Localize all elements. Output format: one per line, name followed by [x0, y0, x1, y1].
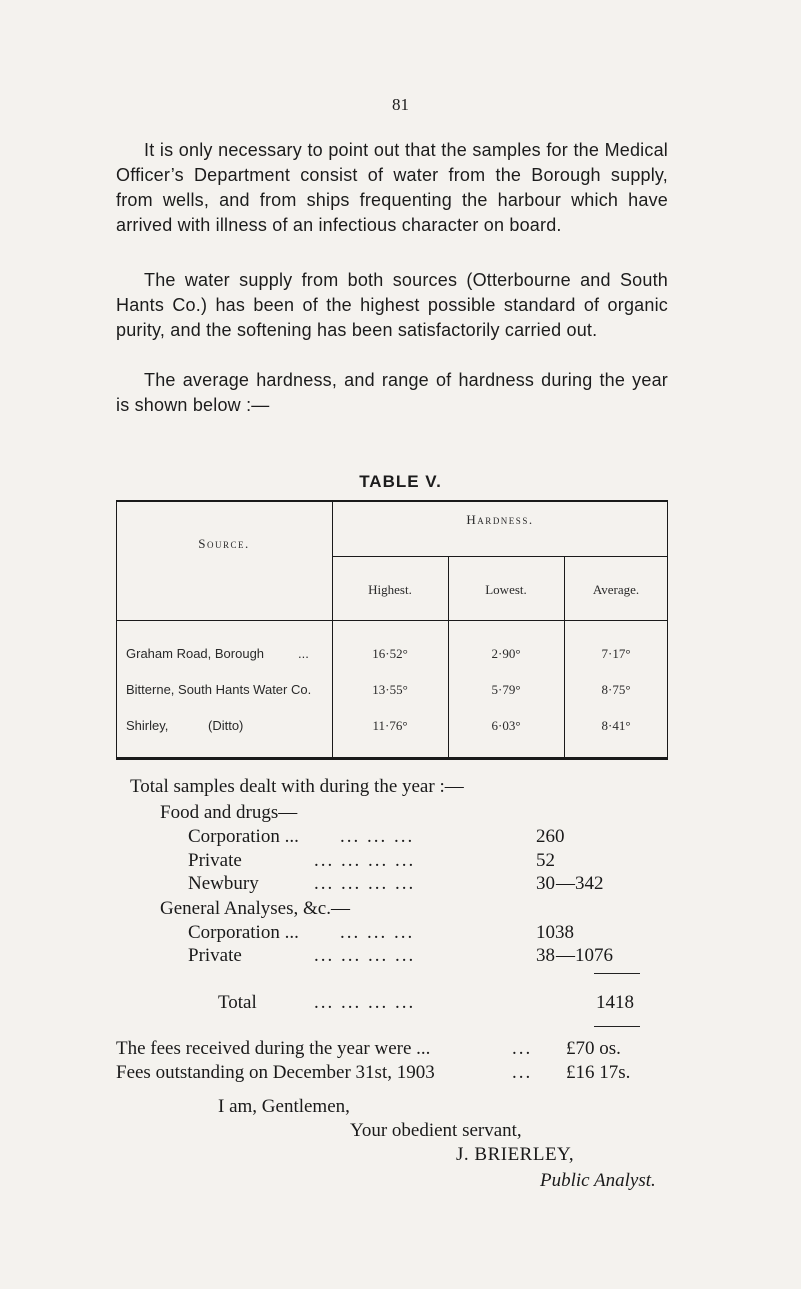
source-dots: ... — [298, 646, 309, 661]
page-number: 81 — [392, 95, 409, 114]
signatory-name: J. BRIERLEY, — [456, 1144, 575, 1165]
paragraph-water-supply: The water supply from both sources (Otterbourne and South Hants Co.) has been of the highest possible standard of organic purity, and the softening has been satisfactorily carried out. — [116, 270, 668, 340]
table-title: TABLE V. — [359, 472, 442, 491]
total-value: 1418 — [596, 992, 634, 1013]
source-header: Source. — [198, 536, 250, 551]
summary-label: Newbury — [188, 873, 259, 894]
fees-received-value: £70 os. — [566, 1038, 621, 1059]
total-rule — [594, 1026, 640, 1027]
food-heading: Food and drugs— — [160, 802, 298, 823]
table-row-source — [126, 646, 309, 661]
paragraph-hardness: The average hardness, and range of hardness during the year is shown below :— — [116, 370, 668, 415]
source-label: Shirley, — [126, 718, 169, 733]
fees-outstanding-dots: ... — [512, 1062, 533, 1083]
summary-value: 1038 — [536, 922, 574, 943]
table-row-highest: 13·55° — [372, 682, 408, 697]
table-hardness-subrule — [332, 556, 668, 557]
highest-header: Highest. — [368, 582, 412, 597]
closing: Your obedient servant, — [350, 1120, 522, 1141]
table-header-rule — [116, 620, 668, 621]
table-bottom-rule — [116, 757, 668, 760]
summary-value: 38 — [536, 945, 555, 966]
summary-subtotal: —342 — [556, 873, 604, 894]
summary-dots: ... ... ... ... — [314, 850, 416, 871]
fees-received-label: The fees received during the year were ... — [116, 1038, 431, 1059]
lowest-header: Lowest. — [485, 582, 527, 597]
average-header: Average. — [592, 582, 640, 597]
salutation: I am, Gentlemen, — [218, 1096, 350, 1117]
summary-label: Private — [188, 945, 242, 966]
summary-label: Corporation ... — [188, 922, 299, 943]
summary-dots: ... ... ... ... — [314, 873, 416, 894]
paragraph-samples: It is only necessary to point out that the samples for the Medical Officer’s Department consist of water from the Borough supply, from wells, and from ships frequenting the harbour which have arrived with illness of an infectious character on board. — [116, 140, 668, 235]
table-row-highest: 11·76° — [372, 718, 408, 733]
hardness-header: Hardness. — [466, 512, 534, 527]
general-heading: General Analyses, &c.— — [160, 898, 350, 919]
fees-outstanding-label: Fees outstanding on December 31st, 1903 — [116, 1062, 435, 1083]
table-row-lowest: 6·03° — [491, 718, 521, 733]
hardness-table — [116, 500, 668, 760]
signatory-title: Public Analyst. — [540, 1170, 656, 1191]
summary-intro: Total samples dealt with during the year :— — [130, 776, 464, 797]
subtotal-rule — [594, 973, 640, 974]
summary-subtotal: —1076 — [556, 945, 613, 966]
summary-label: Corporation ... — [188, 826, 299, 847]
table-row-highest: 16·52° — [372, 646, 408, 661]
table-row-lowest: 5·79° — [491, 682, 521, 697]
summary-value: 52 — [536, 850, 555, 871]
ditto-label: (Ditto) — [208, 718, 244, 733]
table-row-average: 8·41° — [601, 718, 631, 733]
fees-outstanding-value: £16 17s. — [566, 1062, 631, 1083]
table-row-source: Bitterne, South Hants Water Co. — [126, 682, 312, 697]
total-label: Total — [218, 992, 257, 1013]
table-row-source — [126, 718, 244, 733]
table-row-lowest: 2·90° — [491, 646, 521, 661]
total-dots: ... ... ... ... — [314, 992, 416, 1013]
summary-dots: ... ... ... ... — [314, 945, 416, 966]
summary-value: 30 — [536, 873, 555, 894]
source-label: Graham Road, Borough — [126, 646, 265, 661]
summary-dots: ... ... ... — [340, 826, 415, 847]
table-top-rule — [116, 500, 668, 502]
table-row-average: 8·75° — [601, 682, 631, 697]
summary-value: 260 — [536, 826, 565, 847]
table-row-average: 7·17° — [601, 646, 631, 661]
summary-label: Private — [188, 850, 242, 871]
summary-dots: ... ... ... — [340, 922, 415, 943]
fees-received-dots: ... — [512, 1038, 533, 1059]
